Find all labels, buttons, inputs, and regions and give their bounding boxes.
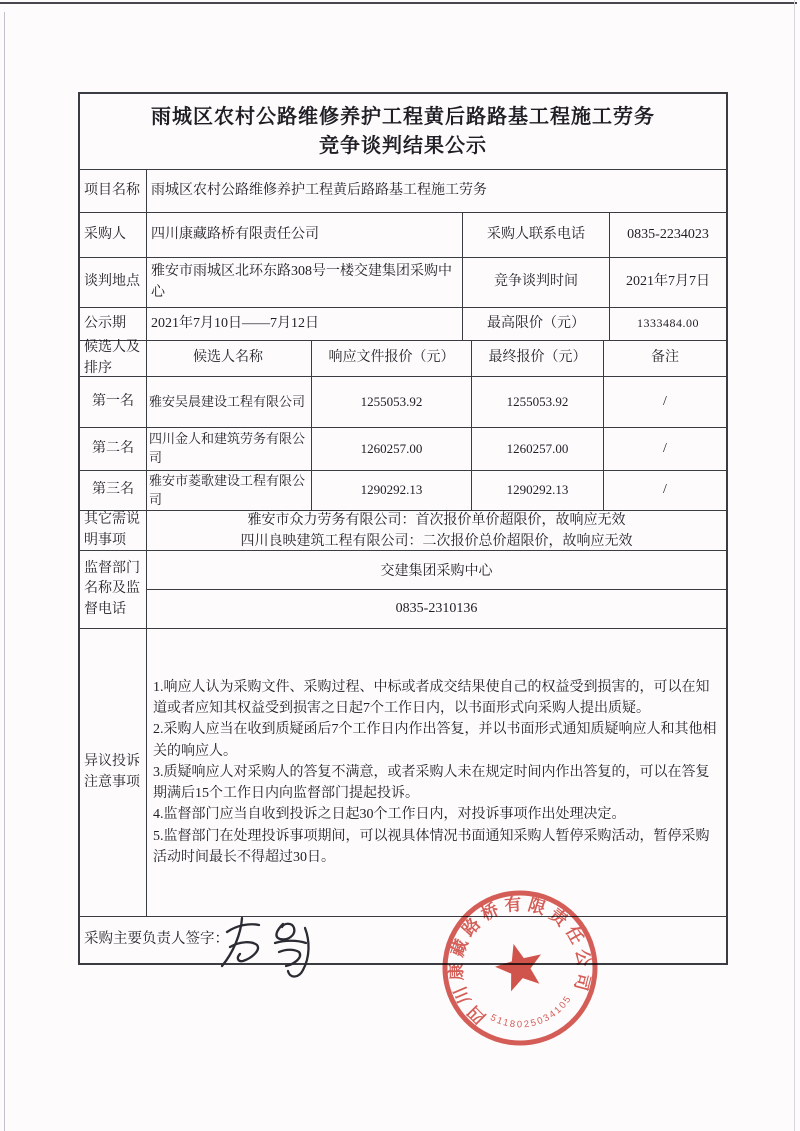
row-negotiation-venue	[80, 258, 726, 308]
venue-value: 雅安市雨城区北环东路308号一楼交建集团采购中心	[147, 258, 463, 307]
candidate-row-3	[80, 471, 726, 511]
result-announcement-table	[78, 92, 728, 965]
candidates-header-row	[80, 341, 726, 377]
candidate-row-2	[80, 428, 726, 471]
scan-edge-left	[4, 12, 5, 1131]
col-header-remark: 备注	[651, 350, 679, 366]
candidate-3-remark: /	[663, 482, 667, 498]
candidate-2-final: 1260257.00	[472, 428, 604, 470]
scan-edge-right	[794, 0, 795, 1131]
candidate-1-rank: 第一名	[80, 377, 147, 427]
max-price-value: 1333484.00	[637, 316, 699, 331]
signature-label: 采购主要负责人签字：	[84, 931, 229, 948]
objection-item-3: 3.质疑响应人对采购人的答复不满意，或者采购人未在规定时间内作出答复的，可以在答复期满后15个工作日内向监督部门提起投诉。	[153, 764, 710, 802]
supervision-values	[147, 551, 726, 628]
publicity-value: 2021年7月10日——7月12日	[147, 308, 463, 340]
title-line-1: 雨城区农村公路维修养护工程黄后路路基工程施工劳务	[151, 105, 655, 128]
candidate-2-bid: 1260257.00	[312, 428, 472, 470]
objection-item-2: 2.采购人应当在收到质疑函后7个工作日内作出答复，并以书面形式通知质疑响应人和其他相关的响应人。	[153, 722, 717, 759]
objection-content	[147, 629, 726, 916]
handwritten-signature	[215, 910, 345, 990]
project-name-value: 雨城区农村公路维修养护工程黄后路路基工程施工劳务	[151, 182, 487, 198]
project-name-label: 项目名称	[80, 170, 147, 212]
document-title	[80, 94, 726, 170]
candidate-2-rank: 第二名	[80, 428, 147, 470]
other-notes-label: 其它需说明事项	[80, 511, 147, 550]
supervision-department-name: 交建集团采购中心	[147, 551, 726, 590]
candidate-2-name: 四川金人和建筑劳务有限公司	[147, 428, 312, 470]
other-notes-line-1: 雅安市众力劳务有限公司：首次报价单价超限价，故响应无效	[247, 512, 626, 528]
candidate-3-name: 雅安市菱歌建设工程有限公司	[147, 471, 312, 510]
purchaser-phone-value: 0835-2234023	[627, 226, 709, 242]
candidate-3-bid: 1290292.13	[312, 471, 472, 510]
negotiation-time-value: 2021年7月7日	[626, 274, 710, 290]
col-header-final: 最终报价（元）	[472, 341, 604, 376]
candidate-1-remark: /	[663, 393, 667, 409]
scan-edge-top	[0, 2, 797, 4]
purchaser-value: 四川康藏路桥有限责任公司	[147, 213, 463, 257]
candidate-2-remark: /	[663, 440, 667, 456]
objection-label: 异议投诉注意事项	[80, 629, 147, 916]
svg-text:5118025034105	[486, 991, 579, 1040]
objection-item-4: 4.监督部门应当自收到投诉之日起30个工作日内，对投诉事项作出处理决定。	[153, 807, 626, 823]
candidate-1-bid: 1255053.92	[312, 377, 472, 427]
row-publicity-period	[80, 308, 726, 341]
objection-item-1: 1.响应人认为采购文件、采购过程、中标或者成交结果使自己的权益受到损害的，可以在知道或者应知其权益受到损害之日起7个工作日内，以书面形式向采购人提出质疑。	[153, 679, 710, 717]
seal-number-text: 5118025034105	[488, 992, 575, 1031]
seal-star	[491, 938, 549, 994]
negotiation-time-label: 竞争谈判时间	[463, 258, 610, 307]
publicity-label: 公示期	[80, 308, 147, 340]
row-other-notes	[80, 511, 726, 551]
other-notes-line-2: 四川良映建筑工程有限公司：二次报价总价超限价，故响应无效	[240, 533, 633, 549]
seal-company-text: 四川康藏路桥有限责任公司	[446, 894, 594, 1028]
title-line-2: 竞争谈判结果公示	[319, 134, 487, 157]
supervision-phone: 0835-2310136	[395, 601, 478, 616]
purchaser-phone-label: 采购人联系电话	[463, 213, 610, 257]
candidate-1-name: 雅安吴晨建设工程有限公司	[147, 377, 312, 427]
candidate-1-final: 1255053.92	[472, 377, 604, 427]
candidate-row-1	[80, 377, 726, 428]
max-price-label: 最高限价（元）	[463, 308, 610, 340]
col-header-rank: 候选人及排序	[80, 341, 147, 376]
other-notes-content	[147, 511, 726, 550]
purchaser-label: 采购人	[80, 213, 147, 257]
row-purchaser	[80, 213, 726, 258]
objection-item-5: 5.监督部门在处理投诉事项期间，可以视具体情况书面通知采购人暂停采购活动，暂停采购活动时间最长不得超过30日。	[153, 828, 710, 865]
row-supervision	[80, 551, 726, 629]
supervision-label: 监督部门名称及监督电话	[80, 551, 147, 628]
candidate-3-rank: 第三名	[80, 471, 147, 510]
venue-label: 谈判地点	[80, 258, 147, 307]
col-header-name: 候选人名称	[147, 341, 312, 376]
row-project-name	[80, 170, 726, 213]
row-objection-notice	[80, 629, 726, 917]
col-header-bid: 响应文件报价（元）	[312, 341, 472, 376]
candidate-3-final: 1290292.13	[472, 471, 604, 510]
